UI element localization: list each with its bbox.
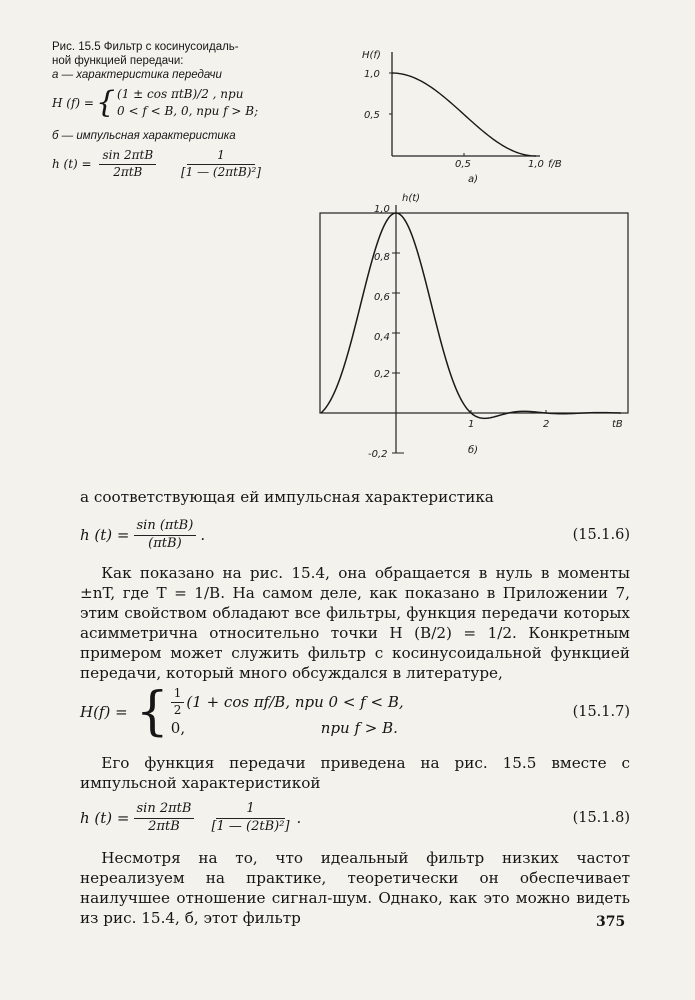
eq7-number: (15.1.7) [572,704,630,720]
caption-H-brace: { [95,85,116,120]
graph-b-ytick-label: 1,0 [374,204,390,215]
caption-part-b: б — импульсная характеристика [52,130,236,142]
caption-h-den1: 2πtB [113,164,143,179]
intro-line: а соответствующая ей импульсная характеристика [80,488,494,506]
eq8-den1: 2πtB [148,818,180,834]
graph-b [300,185,645,465]
intro-text [80,487,630,507]
caption-h-left: h (t) = [52,156,92,171]
equation-15-1-7 [80,684,630,740]
equation-15-1-8 [80,795,630,841]
eq8-den2: [1 — (2tB)²] [211,818,290,834]
graph-b-xtick-label: 1 [468,419,475,430]
caption-h-frac1 [99,149,156,180]
eq8-num1: sin 2πtB [134,802,195,819]
graph-b-curve [321,213,621,418]
eq6-lhs: h (t) = [80,526,130,544]
caption-title-cont: ной функцией передачи: [52,55,184,67]
graph-a-ytick-label-1: 1,0 [364,69,380,80]
paragraph-3-text: Несмотря на то, что идеальный фильтр низких частот нереализуем на практике, теоретически он обеспечивает наилучшее отношение сигнал-шум. Однако, как это можно видеть из рис. 15.4, б, этот фильтр [80,849,630,927]
eq6-num: sin (πtB) [134,519,197,536]
eq8-frac1 [134,802,195,835]
caption-h-formula [52,149,302,180]
paragraph-2 [80,753,630,793]
equation-15-1-6 [80,514,630,556]
caption-H-case2: 0 < f < B, 0, при f > B; [117,104,259,118]
caption-h-den2: [1 — (2πtB)²] [180,164,261,179]
graph-b-x-label: tB [612,419,623,430]
page-number: 375 [596,914,626,930]
figure-caption [52,40,302,180]
caption-H-case1: (1 ± cos πtB)/2 , при [117,87,244,101]
graph-b-frame [320,213,628,413]
graph-a-xtick-label-1: 1,0 [528,159,544,170]
caption-H-left: H (f) = [52,96,94,110]
eq8-num2: 1 [216,802,284,819]
eq7-half [171,687,185,718]
graph-b-panel-label: б) [468,445,479,456]
eq8-frac2 [208,802,292,835]
eq6-tail: . [200,526,206,544]
caption-part-a: а — характеристика передачи [52,69,222,81]
graph-b-yticks [392,213,546,453]
eq7-case1: (1 + cos πf/B, при 0 < f < B, [186,693,404,711]
graph-b-ytick-label: -0,2 [368,449,388,460]
eq7-half-den: 2 [173,702,182,717]
eq7-case2-cond: при f > B. [320,719,398,738]
graph-b-ytick-label: 0,8 [374,252,390,263]
graph-a-ytick-label-05: 0,5 [364,110,380,121]
graph-b-y-label: h(t) [402,193,421,204]
paragraph-1-text: Как показано на рис. 15.4, она обращается в нуль в моменты ±nT, где T = 1/B. На самом деле, как показано в Приложении 7, этим свойством обладают все фильтры, функция передачи которых асимметрична относительно точки H (B/2) = 1/2. Конкретным примером может служить фильтр с косинусоидальной функцией передачи, который много обсуждался в литературе, [80,564,630,682]
paragraph-1 [80,563,630,683]
eq6-frac [134,519,197,552]
eq8-lhs: h (t) = [80,809,130,827]
eq8-number: (15.1.8) [572,810,630,826]
caption-h-frac2 [178,149,264,180]
eq7-brace: { [135,682,169,742]
caption-title: Рис. 15.5 Фильтр с косинусоидаль- [52,41,239,53]
graph-b-xtick-label: 2 [543,419,550,430]
graph-a-y-label: H(f) [362,50,381,61]
caption-h-num2: 1 [187,149,255,165]
paragraph-2-text: Его функция передачи приведена на рис. 15.5 вместе с импульсной характеристикой [80,754,630,792]
eq7-lhs: H(f) = [80,703,128,721]
graph-b-ytick-label: 0,6 [374,292,390,303]
eq8-tail: . [296,809,302,827]
caption-h-num1: sin 2πtB [99,149,156,165]
eq7-half-num: 1 [171,687,185,703]
graph-a-curve [392,73,536,156]
graph-a-x-label: f/B [548,159,562,170]
eq6-den: (πtB) [148,535,182,551]
paragraph-3 [80,848,630,928]
eq6-number: (15.1.6) [572,527,630,543]
graph-a-panel-label: а) [468,174,479,185]
graph-a-xtick-label-05: 0,5 [455,159,471,170]
graph-b-ytick-label: 0,2 [374,369,390,380]
graph-a [340,40,580,190]
eq7-case2-val: 0, [170,719,186,738]
caption-H-formula [52,85,302,121]
graph-b-ytick-label: 0,4 [374,332,390,343]
